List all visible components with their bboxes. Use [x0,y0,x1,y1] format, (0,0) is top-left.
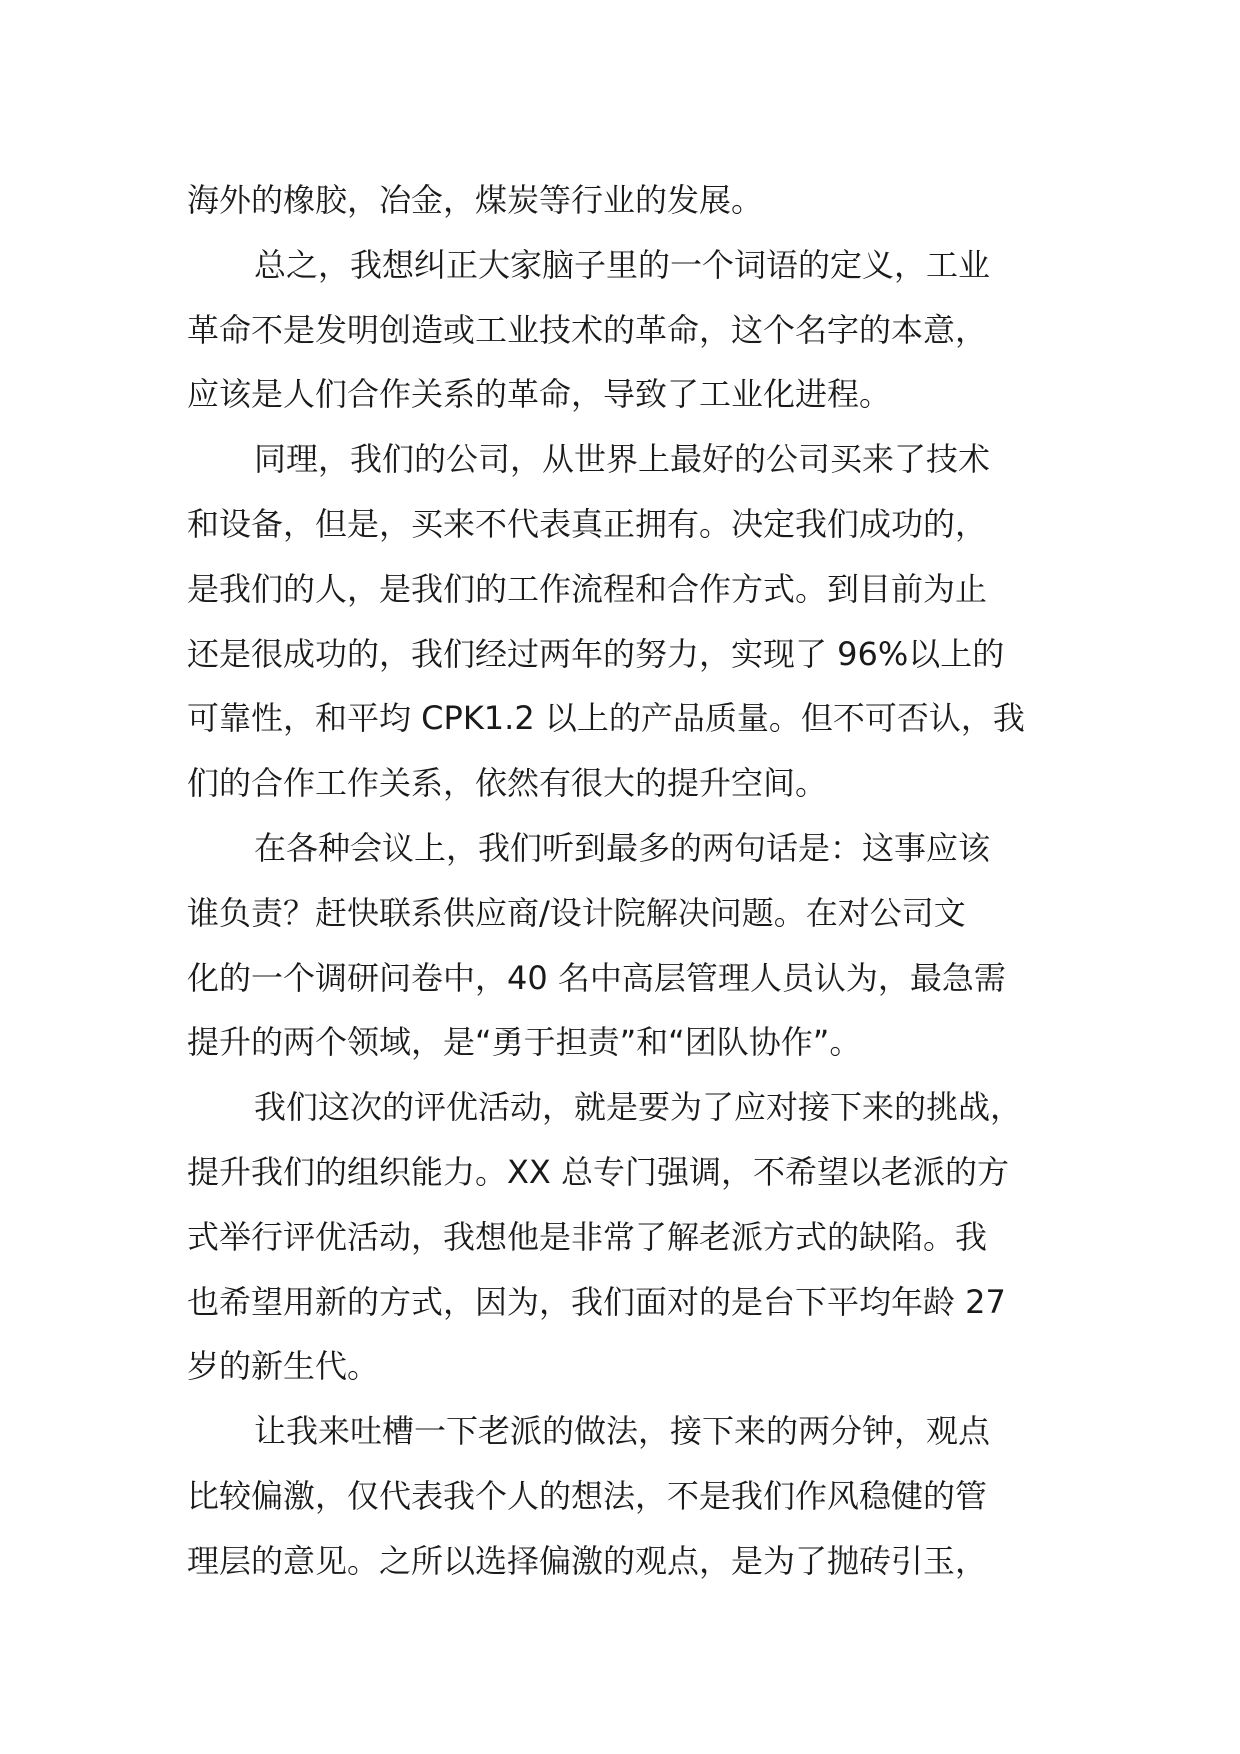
text-line: 理层的意见。之所以选择偏激的观点，是为了抛砖引玉， [187,1541,988,1580]
text-line: 也希望用新的方式，因为，我们面对的是台下平均年龄 27 [187,1282,1006,1321]
paragraph-start-line: 让我来吐槽一下老派的做法，接下来的两分钟，观点 [254,1412,991,1451]
text-line: 岁的新生代。 [187,1347,380,1386]
text-line: 和设备，但是，买来不代表真正拥有。决定我们成功的， [187,504,988,543]
text-line: 提升我们的组织能力。XX 总专门强调，不希望以老派的方 [187,1152,1010,1191]
text-line: 比较偏激，仅代表我个人的想法，不是我们作风稳健的管 [187,1476,988,1515]
text-line: 可靠性，和平均 CPK1.2 以上的产品质量。但不可否认，我 [187,699,1025,738]
text-line: 革命不是发明创造或工业技术的革命，这个名字的本意， [187,310,988,349]
text-line: 式举行评优活动，我想他是非常了解老派方式的缺陷。我 [187,1217,988,1256]
document-body [187,168,1077,1594]
paragraph-start-line: 在各种会议上，我们听到最多的两句话是：这事应该 [254,828,991,867]
text-line: 是我们的人，是我们的工作流程和合作方式。到目前为止 [187,569,988,608]
text-line: 化的一个调研问卷中，40 名中高层管理人员认为，最急需 [187,958,1006,997]
text-line: 海外的橡胶，冶金，煤炭等行业的发展。 [187,181,764,219]
text-line: 们的合作工作关系，依然有很大的提升空间。 [187,764,828,803]
paragraph-start-line: 同理，我们的公司，从世界上最好的公司买来了技术 [254,440,991,479]
text-line: 谁负责？赶快联系供应商/设计院解决问题。在对公司文 [187,893,966,932]
paragraph-start-line: 我们这次的评优活动，就是要为了应对接下来的挑战， [254,1088,1023,1127]
paragraph-start-line: 总之，我想纠正大家脑子里的一个词语的定义，工业 [254,245,991,284]
text-line: 提升的两个领域，是“勇于担责”和“团队协作”。 [187,1023,862,1062]
text-line: 应该是人们合作关系的革命，导致了工业化进程。 [187,375,892,414]
text-line: 还是很成功的，我们经过两年的努力，实现了 96%以上的 [187,634,1005,673]
